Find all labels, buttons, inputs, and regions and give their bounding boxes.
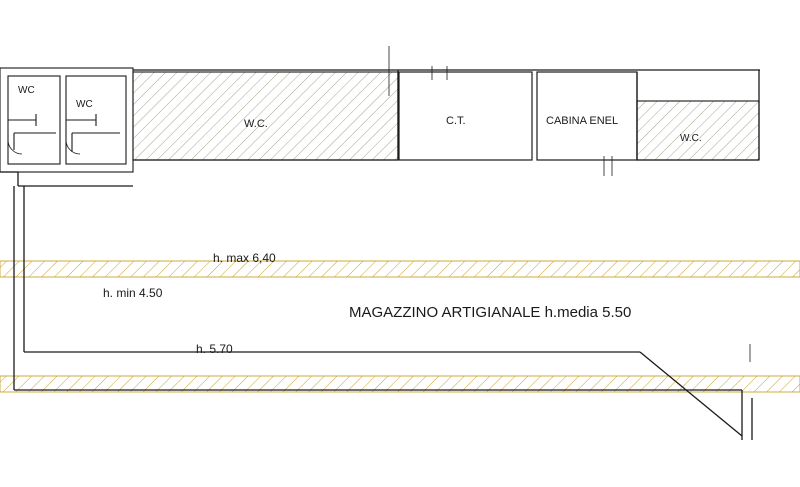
annotation-h-570: h. 5.70 [196,342,233,356]
wc-block-left [0,68,133,172]
band-hatch-upper [0,261,800,277]
room-label-cabina-enel: CABINA ENEL [546,115,619,127]
hatched-wc-right [637,101,759,160]
room-label-ct: C.T. [446,115,466,127]
room-label-wc-corridor: W.C. [244,118,268,130]
annotation-h-min: h. min 4.50 [103,286,163,300]
room-label-wc-small-right: WC [76,99,93,110]
room-label-wc-right: W.C. [680,133,702,144]
annotation-main-room: MAGAZZINO ARTIGIANALE h.media 5.50 [349,304,632,321]
annotation-h-max: h. max 6,40 [213,251,276,265]
hatched-wc-corridor [133,72,398,160]
room-label-wc-small-left: WC [18,85,35,96]
